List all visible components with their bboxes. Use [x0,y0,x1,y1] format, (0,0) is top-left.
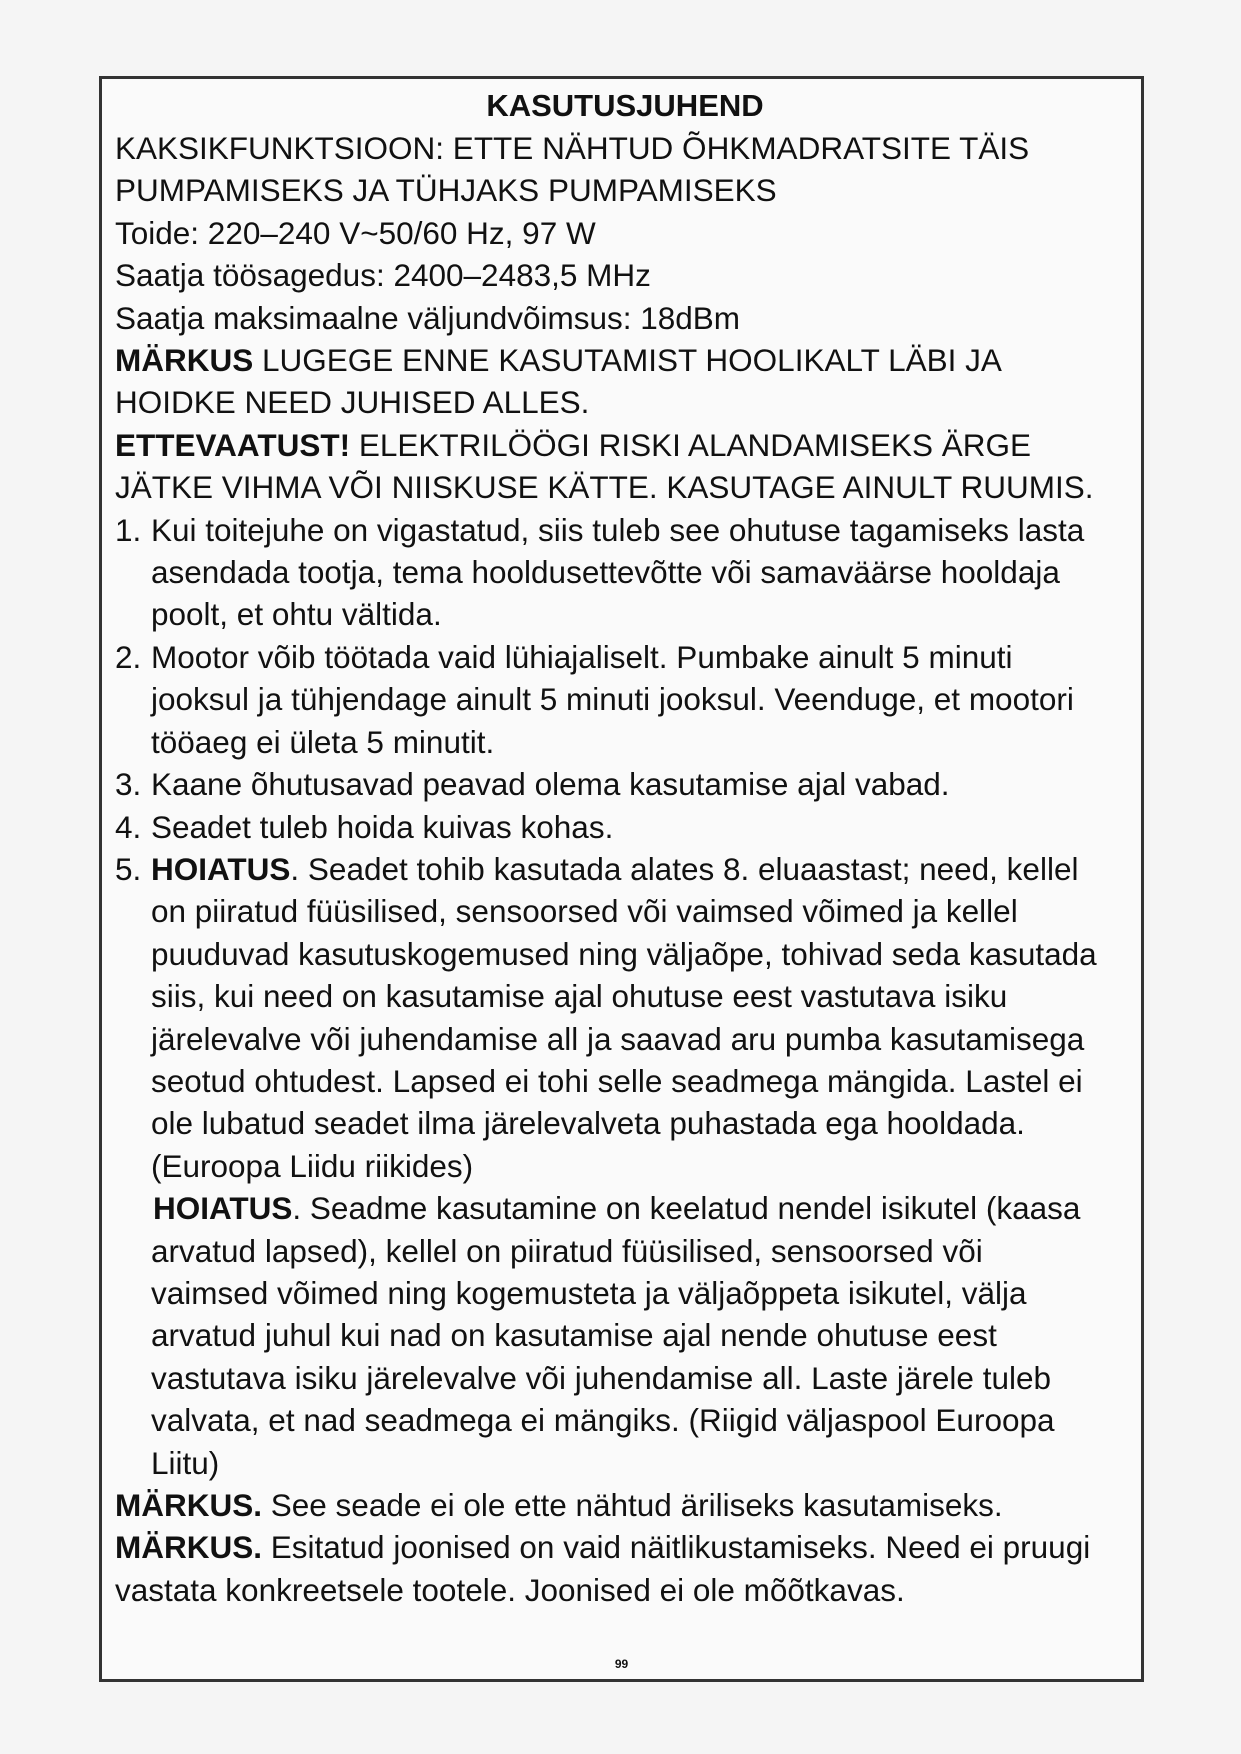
list-item-number: 1. [115,511,142,548]
warning-non-eu-block [151,1187,1100,1484]
list-item-number: 4. [115,808,142,845]
function-heading-line-2: PUMPAMISEKS JA TÜHJAKS PUMPAMISEKS [115,172,777,209]
warning-non-eu-text: . Seadme kasutamine on keelatud nendel isikutel (kaasa arvatud lapsed), kellel on piiratud füüsilised, sensoorsed või vaimsed võimed ning kogemusteta ja väljaõppeta isikutel, välja arvatud juhul kui nad on kasutamise ajal nende ohutuse eest vastutava isiku järelevalve või juhendamise all. Laste järele tuleb valvata, et nad seadmega ei mängiks. (Riigid väljaspool Euroopa Liitu) [151,1190,1081,1481]
warning-eu-text: . Seadet tohib kasutada alates 8. eluaastast; need, kellel on piiratud füüsilised, sensoorsed või vaimsed võimed ja kellel puuduvad kasutuskogemused ning väljaõpe, tohivad seda kasutada siis, kui need on kasutamise ajal ohutuse eest vastutava isiku järelevalve või juhendamise all ja saavad aru pumba kasutamisega seotud ohtudest. Lapsed ei tohi selle seadmega mängida. Lastel ei ole lubatud seadet ilma järelevalveta puhastada ega hooldada. (Euroopa Liidu riikides) [151,850,1097,1184]
spec-power: Toide: 220–240 V~50/60 Hz, 97 W [115,214,596,251]
note-text: See seade ei ole ette nähtud äriliseks kasutamiseks. [262,1487,1003,1523]
list-item-text: Seadet tuleb hoida kuivas kohas. [151,808,614,845]
list-item [115,636,1100,763]
list-item [115,763,1100,805]
note-read-instructions [115,339,1100,424]
list-item-text: Kaane õhutusavad peavad olema kasutamise ajal vabad. [151,766,950,803]
list-item [115,509,1100,636]
spec-frequency: Saatja töösagedus: 2400–2483,5 MHz [115,257,651,294]
warning-label: HOIATUS [151,850,291,887]
caution-text: ELEKTRILÖÖGI RISKI ALANDAMISEKS ÄRGE JÄTKE VIHMA VÕI NIISKUSE KÄTTE. KASUTAGE AINULT RUUMIS. [115,426,1094,506]
list-item-text: Mootor võib töötada vaid lühiajaliselt. Pumbake ainult 5 minuti jooksul ja tühjendage ainult 5 minuti jooksul. Veenduge, et mootori tööaeg ei ületa 5 minutit. [151,638,1074,760]
list-item-number: 2. [115,638,142,675]
note-label: MÄRKUS. [115,1529,262,1566]
caution-label: ETTEVAATUST! [115,426,351,463]
spec-max-output: Saatja maksimaalne väljundvõimsus: 18dBm [115,299,741,336]
list-item [115,806,1100,848]
warning-eu-block [151,851,1097,1184]
list-item-text: Kui toitejuhe on vigastatud, siis tuleb see ohutuse tagamiseks lasta asendada tootja, tema hooldusettevõtte või samaväärse hooldaja poolt, et ohtu vältida. [151,511,1085,633]
warning-label: HOIATUS [153,1190,293,1227]
list-item [115,848,1100,1484]
document-title: KASUTUSJUHEND [486,88,764,123]
function-heading-line-1: KAKSIKFUNKTSIOON: ETTE NÄHTUD ÕHKMADRATSITE TÄIS [115,130,1030,166]
caution-electric-shock [115,424,1100,509]
note-commercial-use [115,1484,1100,1526]
note-text: Esitatud joonised on vaid näitlikustamiseks. Need ei pruugi vastata konkreetsele tootele. Joonised ei ole mõõtkavas. [115,1529,1091,1608]
note-illustrations [115,1526,1100,1611]
page-number: 99 [614,1657,629,1671]
list-item-number: 5. [115,850,142,887]
note-label: MÄRKUS. [115,1487,262,1523]
note-text: LUGEGE ENNE KASUTAMIST HOOLIKALT LÄBI JA HOIDKE NEED JUHISED ALLES. [115,342,1001,421]
note-label: MÄRKUS [115,342,254,379]
list-item-number: 3. [115,766,142,803]
manual-page [99,76,1144,1682]
safety-instructions-list [115,509,1129,1484]
